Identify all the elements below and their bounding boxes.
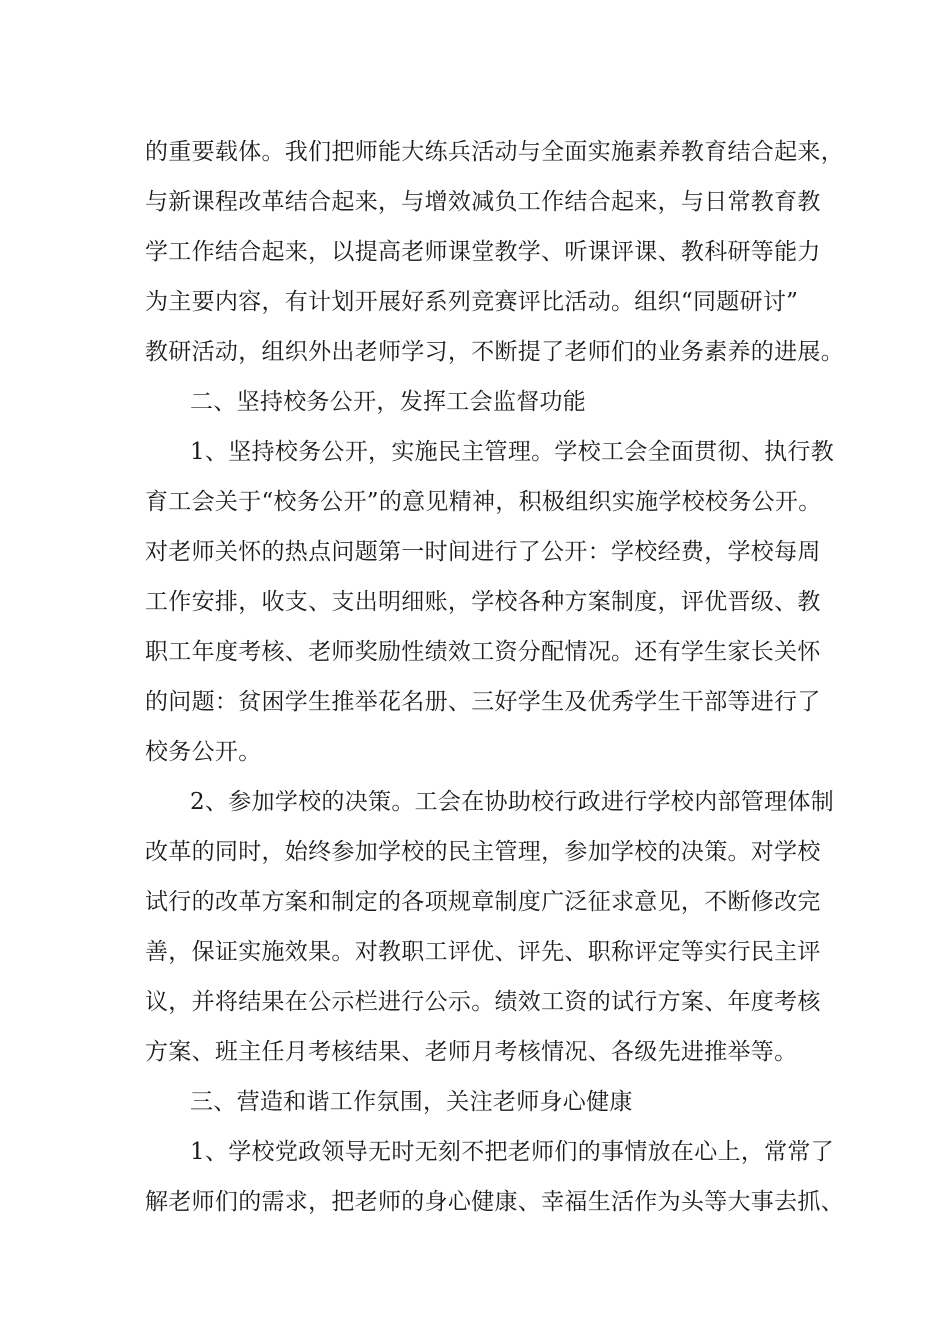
text-line: 试行的改革方案和制定的各项规章制度广泛征求意见，不断修改完 — [145, 889, 821, 915]
text-line: 职工年度考核、老师奖励性绩效工资分配情况。还有学生家长关怀 — [145, 639, 821, 665]
paragraph-start: 1、学校党政领导无时无刻不把老师们的事情放在心上，常常了 — [190, 1139, 835, 1165]
paragraph-start: 1、坚持校务公开，实施民主管理。学校工会全面贯彻、执行教 — [190, 439, 835, 465]
text-line: 校务公开。 — [145, 739, 262, 765]
text-line: 善，保证实施效果。对教职工评优、评先、职称评定等实行民主评 — [145, 939, 821, 965]
text-line: 教研活动，组织外出老师学习，不断提了老师们的业务素养的进展。 — [145, 339, 844, 365]
section-heading: 三、营造和谐工作氛围，关注老师身心健康 — [190, 1089, 633, 1115]
text-line: 对老师关怀的热点问题第一时间进行了公开：学校经费，学校每周 — [145, 539, 821, 565]
text-line: 与新课程改革结合起来，与增效减负工作结合起来，与日常教育教 — [145, 189, 821, 215]
text-line: 解老师们的需求，把老师的身心健康、幸福生活作为头等大事去抓、 — [145, 1189, 844, 1215]
text-line: 学工作结合起来，以提高老师课堂教学、听课评课、教科研等能力 — [145, 239, 821, 265]
section-heading: 二、坚持校务公开，发挥工会监督功能 — [190, 389, 587, 415]
text-line: 的重要载体。我们把师能大练兵活动与全面实施素养教育结合起来， — [145, 139, 844, 165]
text-line: 议，并将结果在公示栏进行公示。绩效工资的试行方案、年度考核 — [145, 989, 821, 1015]
text-line: 方案、班主任月考核结果、老师月考核情况、各级先进推举等。 — [145, 1039, 798, 1065]
text-line: 工作安排，收支、支出明细账，学校各种方案制度，评优晋级、教 — [145, 589, 821, 615]
paragraph-start: 2、参加学校的决策。工会在协助校行政进行学校内部管理体制 — [190, 789, 835, 815]
text-line: 改革的同时，始终参加学校的民主管理，参加学校的决策。对学校 — [145, 839, 821, 865]
text-line: 的问题：贫困学生推举花名册、三好学生及优秀学生干部等进行了 — [145, 689, 821, 715]
text-line: 育工会关于“校务公开”的意见精神，积极组织实施学校校务公开。 — [145, 489, 822, 515]
text-line: 为主要内容，有计划开展好系列竞赛评比活动。组织“同题研讨” — [145, 289, 799, 315]
